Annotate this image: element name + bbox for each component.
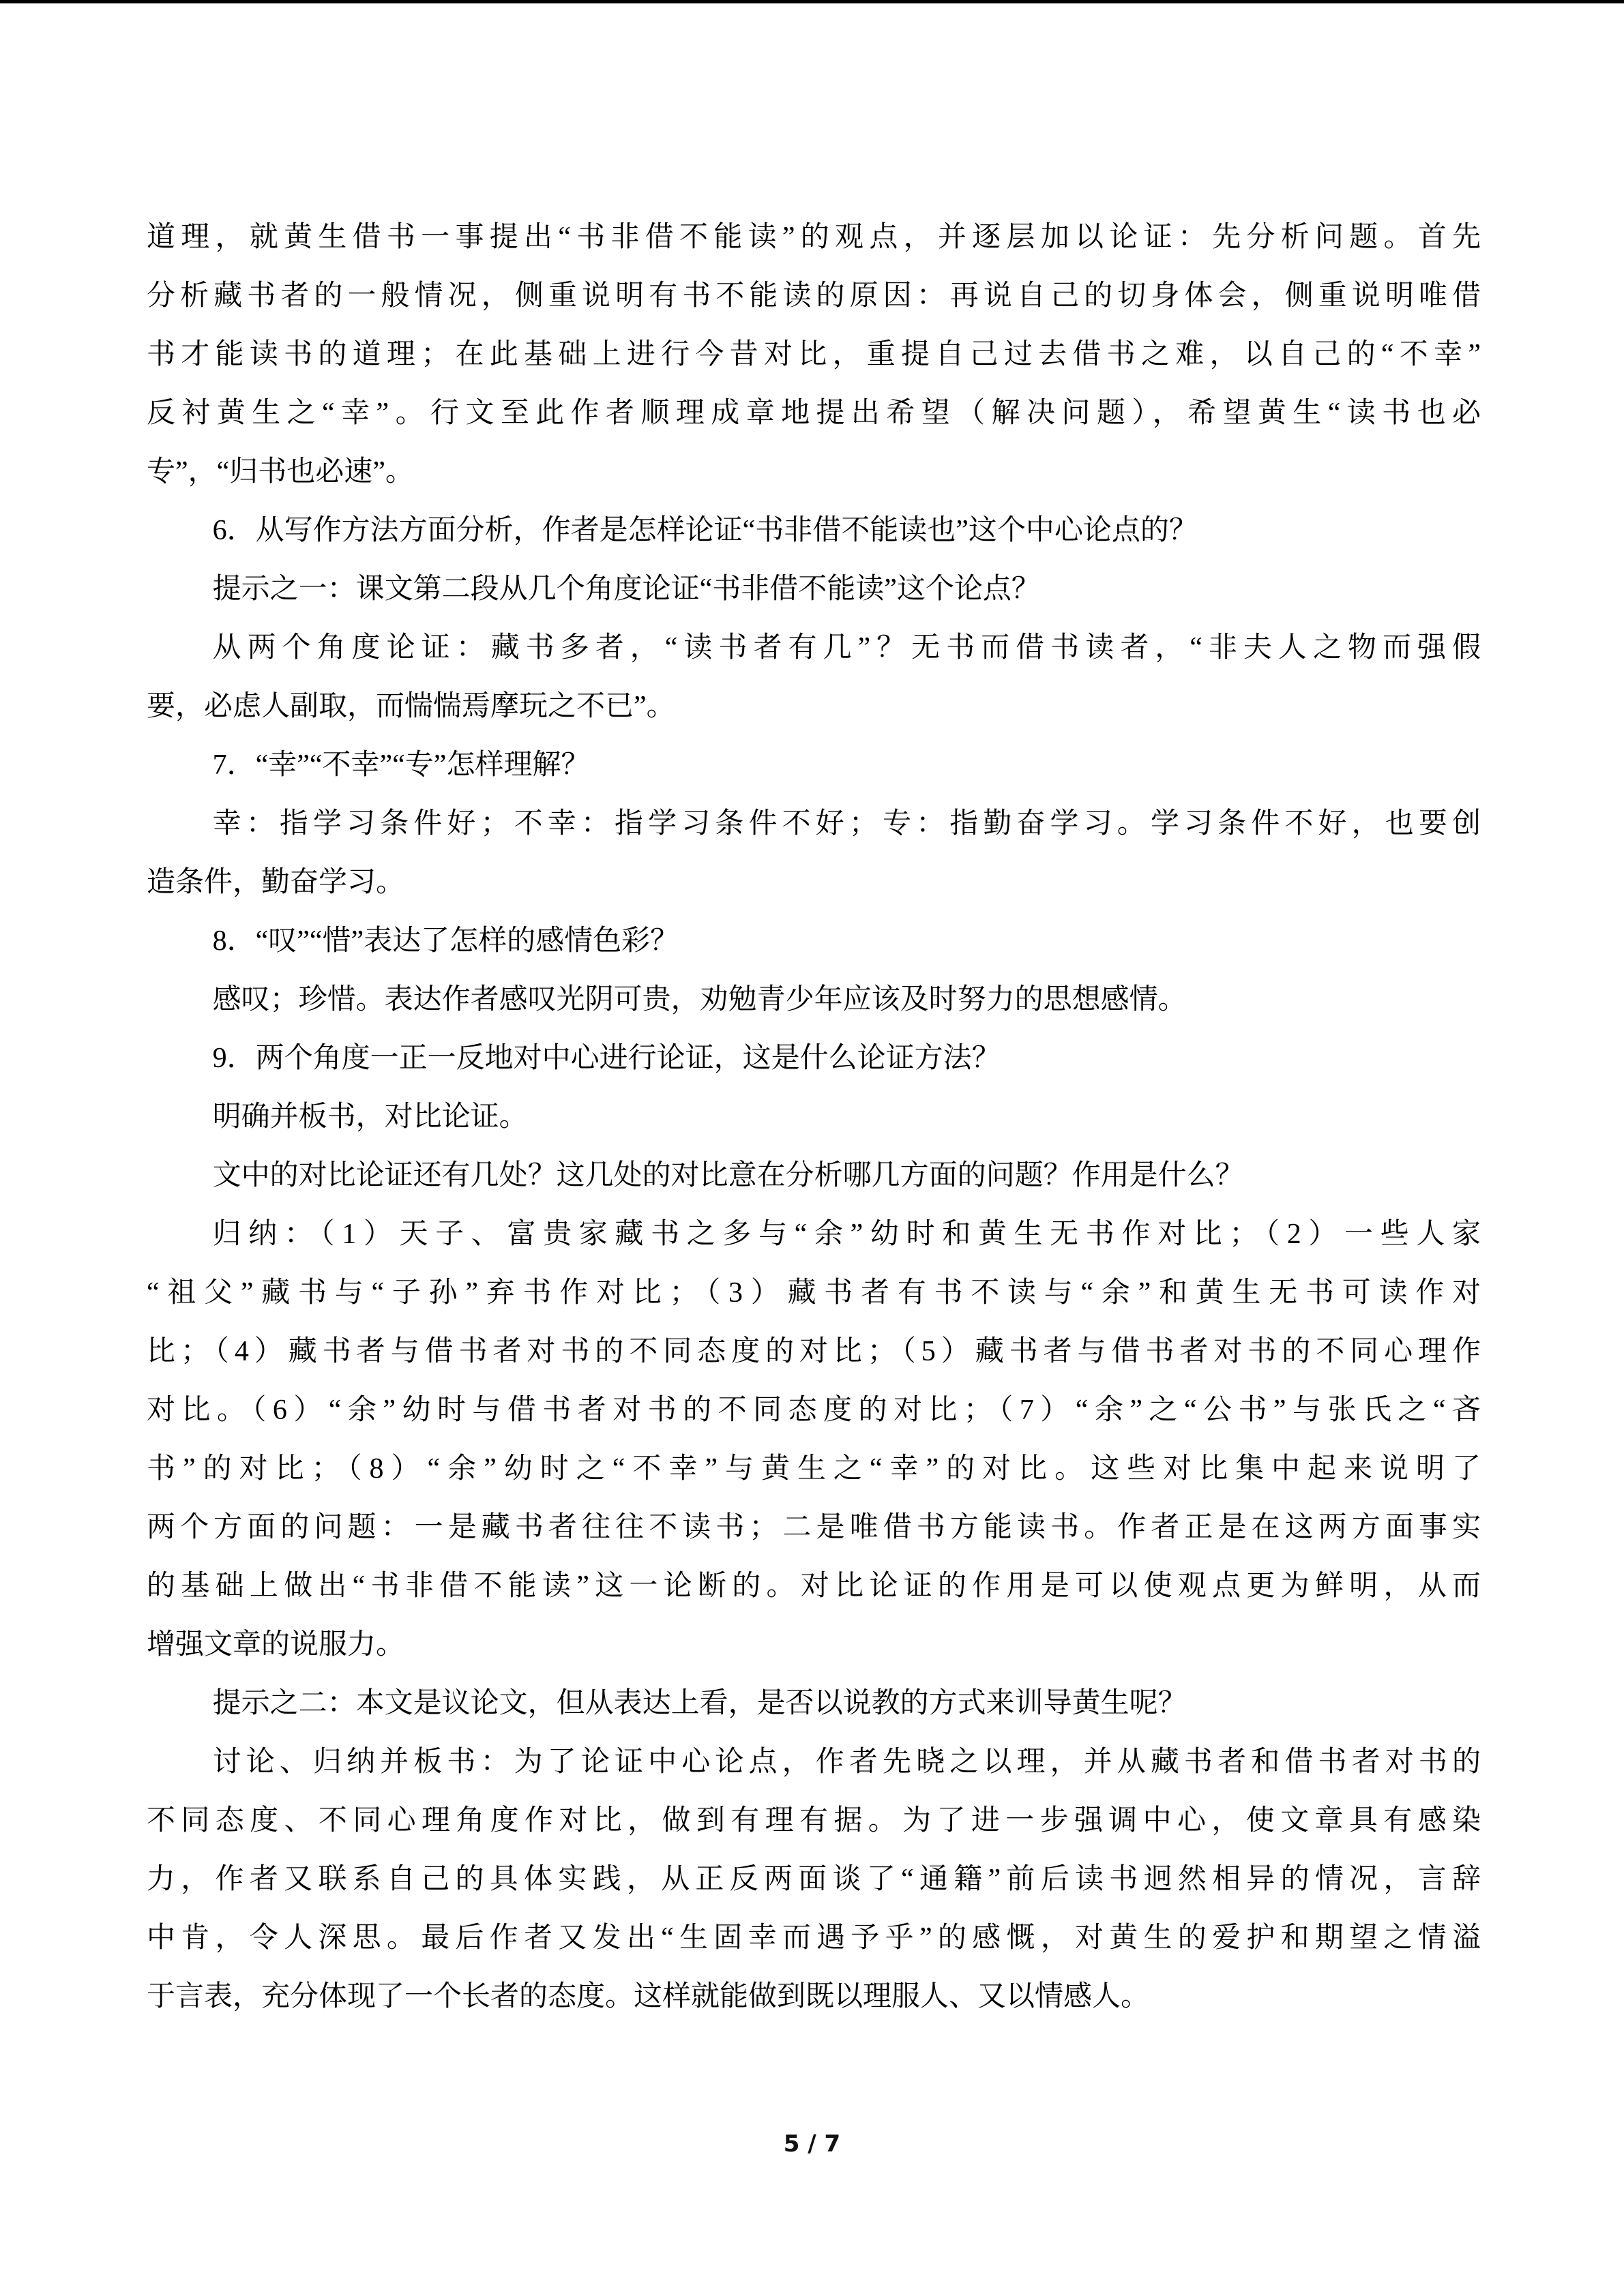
text-line: 提示之二：本文是议论文，但从表达上看，是否以说教的方式来训导黄生呢？: [212, 1688, 1187, 1719]
text-line: 的基础上做出“书非借不能读”这一论断的。对比论证的作用是可以使观点更为鲜明，从而: [147, 1570, 1481, 1602]
text-line: 不同态度、不同心理角度作对比，做到有理有据。为了进一步强调中心，使文章具有感染: [147, 1805, 1481, 1836]
text-line: 书才能读书的道理；在此基础上进行今昔对比，重提自己过去借书之难，以自己的“不幸”: [147, 339, 1481, 370]
text-line: 造条件，勤奋学习。: [147, 867, 405, 898]
text-line: 归纳：（1）天子、富贵家藏书之多与“余”幼时和黄生无书作对比；（2）一些人家: [212, 1219, 1481, 1250]
page-number: 5 / 7: [783, 2130, 841, 2158]
text-line: 对比。（6）“余”幼时与借书者对书的不同态度的对比；（7）“余”之“公书”与张氏之“吝: [147, 1395, 1481, 1426]
text-line: “祖父”藏书与“子孙”弃书作对比；（3）藏书者有书不读与“余”和黄生无书可读作对: [147, 1277, 1481, 1309]
text-line: 要，必虑人副取，而惴惴焉摩玩之不已”。: [147, 691, 675, 722]
text-line: 9．两个角度一正一反地对中心进行论证，这是什么论证方法？: [212, 1043, 1001, 1074]
text-line: 两个方面的问题：一是藏书者往往不读书；二是唯借书方能读书。作者正是在这两方面事实: [147, 1512, 1481, 1543]
text-line: 幸：指学习条件好；不幸：指学习条件不好；专：指勤奋学习。学习条件不好，也要创: [212, 808, 1481, 839]
text-line: 于言表，充分体现了一个长者的态度。这样就能做到既以理服人、又以情感人。: [147, 1981, 1150, 2012]
text-line: 明确并板书，对比论证。: [212, 1101, 528, 1133]
text-line: 6．从写作方法方面分析，作者是怎样论证“书非借不能读也”这个中心论点的？: [212, 515, 1198, 546]
page-top-border: [0, 0, 1624, 3]
text-line: 增强文章的说服力。: [147, 1629, 405, 1660]
text-line: 分析藏书者的一般情况，侧重说明有书不能读的原因：再说自己的切身体会，侧重说明唯借: [147, 280, 1481, 312]
document-body: [147, 208, 1481, 2026]
text-line: 讨论、归纳并板书：为了论证中心论点，作者先晓之以理，并从藏书者和借书者对书的: [212, 1746, 1481, 1778]
text-line: 比；（4）藏书者与借书者对书的不同态度的对比；（5）藏书者与借书者对书的不同心理作: [147, 1336, 1481, 1367]
text-line: 力，作者又联系自己的具体实践，从正反两面谈了“通籍”前后读书迥然相异的情况，言辞: [147, 1864, 1481, 1895]
text-line: 7．“幸”“不幸”“专”怎样理解？: [212, 749, 590, 781]
text-line: 专”，“归书也必速”。: [147, 456, 414, 488]
text-line: 书”的对比；（8）“余”幼时之“不幸”与黄生之“幸”的对比。这些对比集中起来说明了: [147, 1453, 1481, 1485]
text-line: 中肯，令人深思。最后作者又发出“生固幸而遇予乎”的感慨，对黄生的爱护和期望之情溢: [147, 1922, 1481, 1954]
text-line: 反衬黄生之“幸”。行文至此作者顺理成章地提出希望（解决问题），希望黄生“读书也必: [147, 398, 1481, 429]
text-line: 文中的对比论证还有几处？这几处的对比意在分析哪几方面的问题？作用是什么？: [212, 1160, 1244, 1191]
text-line: 从两个角度论证：藏书多者，“读书者有几”？无书而借书读者，“非夫人之物而强假: [212, 632, 1481, 664]
text-line: 感叹；珍惜。表达作者感叹光阴可贵，劝勉青少年应该及时努力的思想感情。: [212, 984, 1187, 1015]
text-line: 提示之一：课文第二段从几个角度论证“书非借不能读”这个论点？: [212, 573, 1040, 605]
text-line: 8．“叹”“惜”表达了怎样的感情色彩？: [212, 925, 679, 957]
text-line: 道理，就黄生借书一事提出“书非借不能读”的观点，并逐层加以论证：先分析问题。首先: [147, 222, 1481, 253]
